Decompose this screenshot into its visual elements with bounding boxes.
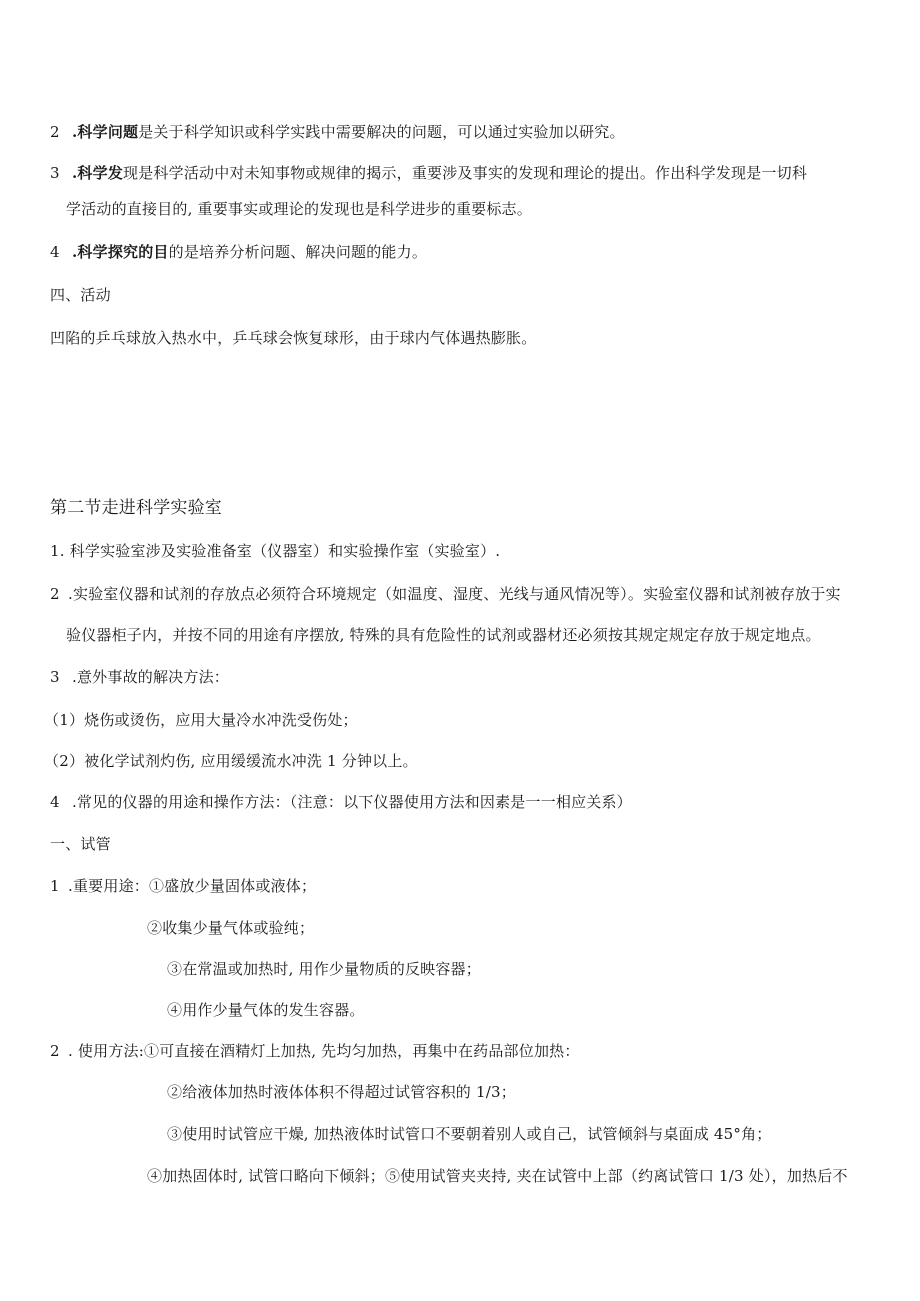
use-item-2: ②收集少量气体或验纯； <box>147 919 315 937</box>
use-text: ①盛放少量固体或液体； <box>148 877 317 895</box>
method-label: . 使用方法: <box>68 1042 144 1060</box>
method-item-2: ②给液体加热时液体体积不得超过试管容积的 1/3； <box>167 1083 516 1101</box>
paragraph-2-continued: 验仪器柜子内，并按不同的用途有序摆放, 特殊的具有危险性的试剂或器材还必须按其规定规定存放于规定地点。 <box>66 626 821 644</box>
method-item-3: ③使用时试管应干燥, 加热液体时试管口不要朝着别人或自己，试管倾斜与桌面成 45°角； <box>167 1125 772 1143</box>
paragraph-3-1: （1）烧伤或烫伤，应用大量冷水冲洗受伤处； <box>44 711 358 729</box>
item-keyword: .科学探究的目 <box>72 243 169 261</box>
method-item-1 <box>50 1041 580 1061</box>
item-number: 1 <box>50 877 60 895</box>
item-number: 2 <box>50 123 60 141</box>
item-text: .实验室仪器和试剂的存放点必须符合环境规定（如温度、湿度、光线与通风情况等）。实验室仪器和试剂被存放于实 <box>68 585 841 603</box>
paragraph-3-2: （2）被化学试剂灼伤, 应用缓缓流水冲洗 1 分钟以上。 <box>44 752 418 770</box>
item-2 <box>50 122 625 142</box>
item-text: 现是科学活动中对未知事物或规律的揭示，重要涉及事实的发现和理论的提出。作出科学发现是一切科 <box>123 164 808 182</box>
item-number: 3 <box>50 164 60 182</box>
activity-text: 凹陷的乒乓球放入热水中，乒乓球会恢复球形，由于球内气体遇热膨胀。 <box>50 329 537 347</box>
paragraph-3 <box>50 667 229 687</box>
item-keyword: .科学发 <box>72 164 124 182</box>
item-number: 3 <box>50 668 60 686</box>
item-number: 2 <box>50 1042 60 1060</box>
paragraph-4 <box>50 792 632 812</box>
use-item-3: ③在常温或加热时, 用作少量物质的反映容器； <box>167 960 481 978</box>
item-keyword: .科学问题 <box>72 123 139 141</box>
item-text: .意外事故的解决方法： <box>72 668 229 686</box>
use-item-1 <box>50 876 316 896</box>
item-number: 4 <box>50 243 60 261</box>
item-3 <box>50 163 807 183</box>
activity-heading: 四、活动 <box>50 286 111 304</box>
item-3-continued: 学活动的直接目的, 重要事实或理论的发现也是科学进步的重要标志。 <box>66 200 532 218</box>
item-text: .常见的仪器的用途和操作方法：（注意：以下仪器使用方法和因素是一一相应关系） <box>72 793 632 811</box>
method-item-4: ④加热固体时, 试管口略向下倾斜；⑤使用试管夹夹持, 夹在试管中上部（约离试管口 1/3 处），加热后不 <box>147 1167 848 1185</box>
paragraph-1: 1. 科学实验室涉及实验准备室（仪器室）和实验操作室（实验室）. <box>50 542 501 560</box>
item-4 <box>50 242 427 262</box>
item-text: 的是培养分析问题、解决问题的能力。 <box>168 243 428 261</box>
item-text: 是关于科学知识或科学实践中需要解决的问题，可以通过实验加以研究。 <box>138 123 625 141</box>
section-title: 第二节走进科学实验室 <box>50 498 222 518</box>
use-item-4: ④用作少量气体的发生容器。 <box>167 1001 365 1019</box>
item-number: 2 <box>50 585 60 603</box>
method-text: ①可直接在酒精灯上加热, 先均匀加热，再集中在药品部位加热： <box>144 1042 580 1060</box>
test-tube-heading: 一、试管 <box>50 835 111 853</box>
use-label: .重要用途： <box>68 877 149 895</box>
item-number: 4 <box>50 793 60 811</box>
paragraph-2 <box>50 584 841 604</box>
